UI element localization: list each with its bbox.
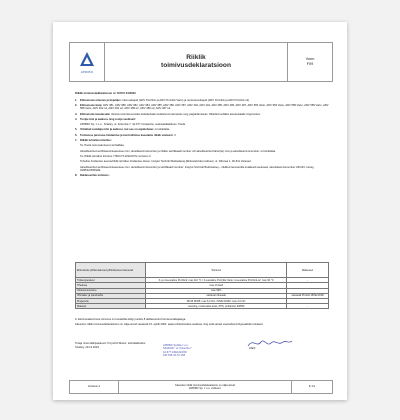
item-text — [80, 139, 329, 143]
table-cell: - — [286, 278, 328, 283]
list-item — [75, 113, 329, 117]
table-header: Ehitustoote põhiomadused põhinõuetest tulenevalt — [76, 263, 146, 278]
table-cell: Materjal — [76, 304, 146, 309]
footer-center — [119, 381, 291, 393]
signature-label: Allkiri: — [249, 347, 256, 350]
list-item — [75, 99, 329, 103]
table-cell: 3- ja 4-suunaline ProClick: max 110 °C / 3-suunaline ProClick Vario, 4-suunaline ProClick o2: max 90 °C — [146, 278, 287, 283]
item-value: tööstus-tootmisruumides küttekehade isolatsiooni katmiseks ning paigaldamiseks. Mõeldud sobilike kasutusalade tingimustes. — [111, 112, 261, 116]
title-line-2: toimivusdeklaratsioon — [161, 62, 231, 69]
place-date: Szafary, 29.12.2023 — [75, 345, 99, 349]
footer-note: APRIBO Sp. z o.o. volitusel. — [188, 387, 222, 390]
item-text — [80, 118, 329, 122]
item-number: 8. — [75, 174, 78, 178]
table-cell: Vihmaker ja puinduvõtu — [76, 293, 146, 298]
document-header — [69, 42, 333, 82]
item-label: Tootja nimi ja aadress ning tootja veebisait: — [80, 117, 136, 121]
item-text — [80, 104, 329, 111]
item-value: APRIBO Sp. z o.o., Szafary, ul. Kolumba 7, 42-677 Czekanów, veebisaidiaddress: Poola. — [80, 123, 186, 127]
sub-line: Akrediteeritud sertifitseerimisasutuse nimi, akrediteerimisnumber ja sertifikaadi number: Instytut Techniki Budowlanej – riiklikud teemandite kvaliteedi asutused, akrediteerimisnumber AB 023, tuutsg 0408/22/Z00NZE — [80, 165, 314, 173]
form-label: Vorm — [305, 57, 315, 61]
footer-note: Käesolev riiklik toimivusdeklaratsioon on välja antud — [175, 383, 235, 387]
stamp-line: 42-677 CZEKANÓW — [163, 350, 187, 354]
item-number: 5. — [75, 128, 78, 132]
list-item — [75, 123, 329, 127]
brand-name: APRIBO — [80, 69, 94, 74]
table-header: Märkused — [286, 263, 328, 278]
stamp-line: NIP 645-15-57-158 — [163, 353, 186, 357]
item-text — [80, 113, 329, 117]
table-row — [76, 304, 329, 309]
closing-line: 9. Eelnimetatud toote toimivus on kooskõlas kõigi punktis 8 deklareeritud toimivusnäitajatega. — [75, 318, 186, 321]
table-cell: max 10 bar/l — [146, 283, 287, 288]
company-stamp — [163, 344, 227, 368]
sub-line: Ta. Riiklik tehniline kinnitus: ITB-KOT-2022/2372 versioon 2. — [80, 154, 152, 158]
item-label: Volitatud esindaja nimi ja aadress, kui see on asjakohane: — [80, 128, 154, 132]
table-cell: Pingesuhe — [76, 298, 146, 303]
item-value: ARV 381, ARV 388, ARV 382, ARV 384, ARV 385, ARV 386, ARV 387, ARV 402, ARV 404, ARV 485, ARV 486, ARV 487, ARV 582 Vario, ARV 584 Vario, ARV 585 Vario, ARV 586 Vario, ARV 588 Vario, ARV 402 o2, ARV 404 o2, ARV 485 o2, ARV 486 o2, ARV 487 o2. — [80, 103, 329, 111]
item-text — [80, 134, 329, 138]
logo-cell — [70, 43, 105, 81]
list-item — [75, 128, 329, 132]
list-item — [75, 139, 329, 143]
item-label: Toimivuse püsivuse hindamise ja kontrollimise kasutatav riiklik süsteem: — [80, 133, 174, 137]
sub-line: Akrediteeritud sertifitseerimisasutuse nimi, akrediteerimisnumber ja riikliku sertifikaadi number või akrediteeritud labori(te) nimi ja akrediteerimisnumber: ei kohaldata. — [80, 149, 276, 153]
table-cell: messing, roostevaba teras, PPS, polüamiid, EPDM — [146, 304, 287, 309]
closing-line: Käesolev riiklik toimivusdeklaratsioon on välja antud vastavalt 16. aprilli 2004. aasta ehitustoodete seaduse ning selle alusel vastuvõetud õigusaktide kohaselt. — [75, 323, 264, 327]
item-number: 1. — [75, 98, 78, 102]
document-title — [105, 43, 287, 81]
stamp-line: APRIBO Spółka z o.o. — [163, 344, 189, 347]
document-page — [53, 22, 347, 400]
apribo-logo-icon — [78, 51, 96, 69]
list-item — [75, 134, 329, 138]
title-line-1: Riiklik — [186, 54, 206, 61]
table-header: Toimivus — [146, 263, 287, 278]
table-header-row — [76, 263, 329, 278]
footer-version: Versioon 2 — [70, 381, 119, 393]
sub-line: Ta. Poola tunnustamisel ei kohaldata. — [80, 144, 125, 148]
item-label: Riiklik tehniline kinnitus: — [80, 139, 112, 143]
document-footer — [69, 380, 333, 394]
item-number: 2. — [75, 103, 78, 107]
table-cell: max 99% — [146, 288, 287, 293]
item-label: Ehitustoote nimetus ja kirjeldus: — [80, 98, 122, 102]
signature-block — [75, 342, 146, 349]
item-number: 7. — [75, 139, 78, 143]
footer-page: lk 1/1 — [291, 381, 332, 393]
list-item — [75, 118, 329, 122]
form-code: F09 — [306, 62, 314, 66]
item-value: tulemuskapid (ARV ProClick ja ARV ProClick Vario) ja remissioonikapid (ARV ProClick ja ARV ProClick o2) — [122, 98, 250, 102]
table-cell: vastavalt PN-EN 15092:2008 — [286, 293, 328, 298]
form-code-cell — [287, 43, 332, 81]
document-body — [75, 92, 329, 180]
item-label: Ehitustoote tüüp: — [80, 103, 103, 107]
table-cell: vastavat nõuetele — [146, 293, 287, 298]
table-cell: DN15 DN25: max 6,0 Nm / DN32 DN40: max 2,0 Nm — [146, 298, 287, 303]
signer-line: Tootja nimel allkirjastanud: Krzysztof Mazur, tehnikadirektor — [75, 342, 146, 345]
stamp-line: SZAFARY, ul. Kolumba 7 — [163, 347, 192, 351]
item-text — [80, 123, 329, 127]
list-item — [75, 174, 329, 178]
declaration-number: Riiklik toimivusdeklaratsioon nr: KOVU-01/2023 — [75, 92, 136, 95]
item-value: 3 — [174, 133, 176, 137]
table-cell: - — [286, 304, 328, 309]
list-item — [75, 104, 329, 111]
performance-table — [75, 262, 329, 309]
item-label: Deklareeritav toimivus: — [80, 174, 110, 178]
closing-statements — [75, 318, 329, 328]
table-cell: Ülekuumenemine — [76, 288, 146, 293]
item-number: 3. — [75, 112, 78, 116]
table-cell: Tiheduse — [76, 283, 146, 288]
item-number: 6. — [75, 133, 78, 137]
item-value: ei kohaldata. — [154, 128, 170, 132]
item-text — [80, 99, 329, 103]
item-text — [80, 128, 329, 132]
sub-line: Teheline hindamise asutus/riiklik tehnilise hindamise üksus: Instytut Techniki Budowlanej (Ehitustehnika instituut), ul. Filtrowa 1, 00-611 Varssavi. — [80, 160, 252, 164]
item-label: Ehitustoote kasutusala: — [80, 112, 111, 116]
table-cell: Töötemperatuur — [76, 278, 146, 283]
item-number: 4. — [75, 117, 78, 121]
